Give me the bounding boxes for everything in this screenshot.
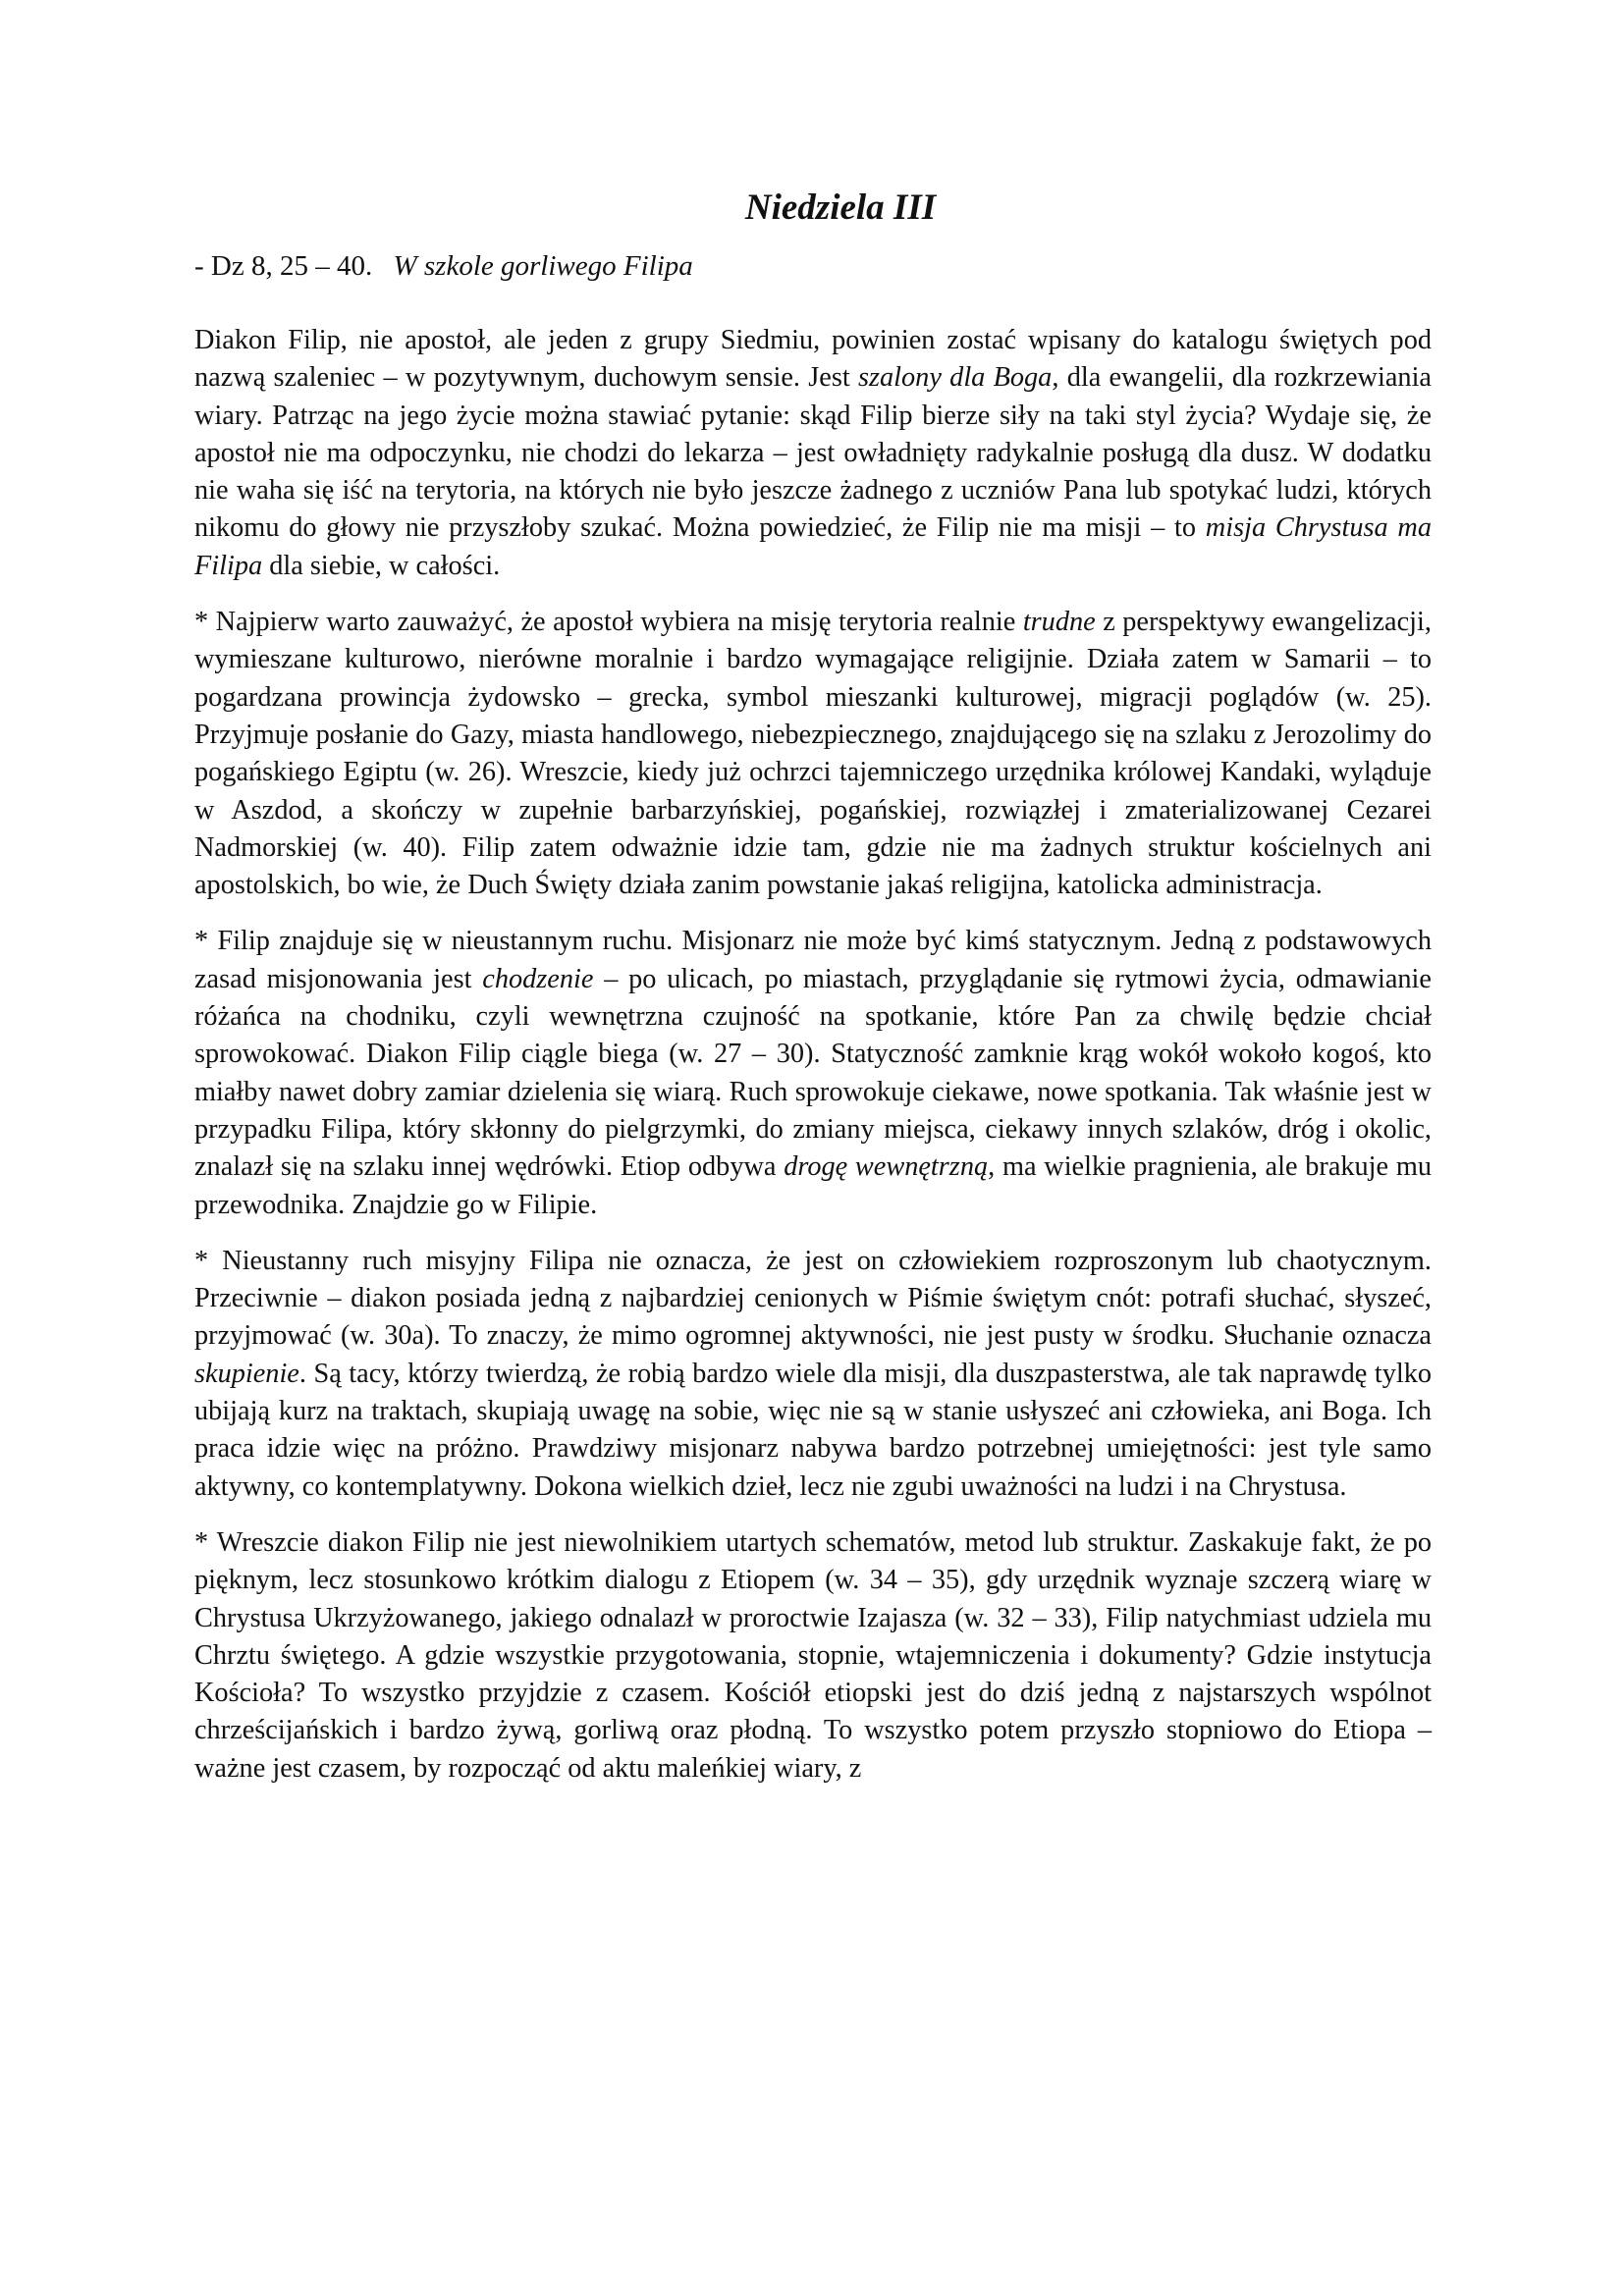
document-page bbox=[194, 187, 1432, 1806]
text-run: . Są tacy, którzy twierdzą, że robią bardzo wiele dla misji, dla duszpasterstwa, ale tak naprawdę tylko ubijają kurz na traktach, skupiają uwagę na sobie, więc nie są w stanie usłyszeć ani człowieka, ani Boga. Ich praca idzie więc na próżno. Prawdziwy misjonarz nabywa bardzo potrzebnej umiejętności: jest tyle samo aktywny, co kontemplatywny. Dokona wielkich dzieł, lecz nie zgubi uważności na ludzi i na Chrystusa. bbox=[194, 1358, 1432, 1502]
text-run: – po ulicach, po miastach, przyglądanie się rytmowi życia, odmawianie różańca na chodniku, czyli wewnętrzna czujność na spotkanie, które Pan za chwilę będzie chciał sprowokować. Diakon Filip ciągle biega (w. 27 – 30). Statyczność zamknie krąg wokół wokoło kogoś, kto miałby nawet dobry zamiar dzielenia się wiarą. Ruch sprowokuje ciekawe, nowe spotkania. Tak właśnie jest w przypadku Filipa, który skłonny do pielgrzymki, do zmiany miejsca, ciekawy innych szlaków, dróg i okolic, znalazł się na szlaku innej wędrówki. Etiop odbywa bbox=[194, 963, 1432, 1183]
paragraph bbox=[194, 322, 1432, 585]
italic-text-run: trudne bbox=[1022, 607, 1096, 638]
reading-ref: - Dz 8, 25 – 40. bbox=[194, 250, 373, 282]
reading-title: W szkole gorliwego Filipa bbox=[393, 250, 693, 282]
text-run: dla siebie, w całości. bbox=[262, 550, 501, 581]
paragraph bbox=[194, 923, 1432, 1223]
text-run: , ma wielkie pragnienia, ale brakuje mu przewodnika. Znajdzie go w Filipie. bbox=[194, 1151, 1433, 1220]
paragraph bbox=[194, 604, 1432, 904]
text-run: * Najpierw warto zauważyć, że apostoł wybiera na misję terytoria realnie bbox=[194, 607, 1023, 638]
italic-text-run: skupienie bbox=[194, 1358, 299, 1389]
paragraph bbox=[194, 1243, 1432, 1506]
italic-text-run: szalony dla Boga bbox=[858, 362, 1053, 394]
text-run: , dla ewangelii, dla rozkrzewiania wiary. Patrząc na jego życie można stawiać pytanie: skąd Filip bierze siły na taki styl życia? Wydaje się, że apostoł nie ma odpoczynku, nie chodzi do lekarza – jest owładnięty radykalnie posługą dla dusz. W dodatku nie waha się iść na terytoria, na których nie było jeszcze żadnego z uczniów Pana lub spotykać ludzi, których nikomu do głowy nie przyszłoby szukać. Można powiedzieć, że Filip nie ma misji – to bbox=[194, 362, 1432, 544]
body-text bbox=[194, 322, 1432, 1788]
italic-text-run: chodzenie bbox=[482, 963, 594, 994]
reading-reference bbox=[194, 247, 1432, 285]
text-run: Diakon Filip, nie apostoł, ale jeden z grupy Siedmiu, powinien zostać wpisany do katalogu świętych pod nazwą szaleniec – w pozytywnym, duchowym sensie. Jest bbox=[194, 325, 1432, 394]
italic-text-run: misja Chrystusa ma Filipa bbox=[194, 512, 1432, 581]
paragraph bbox=[194, 1524, 1432, 1788]
text-run: * Filip znajduje się w nieustannym ruchu. Misjonarz nie może być kimś statycznym. Jedną z podstawowych zasad misjonowania jest bbox=[194, 926, 1432, 994]
text-run: z perspektywy ewangelizacji, wymieszane kulturowo, nierówne moralnie i bardzo wymagające religijnie. Działa zatem w Samarii – to pogardzana prowincja żydowsko – grecka, symbol mieszanki kulturowej, migracji poglądów (w. 25). Przyjmuje posłanie do Gazy, miasta handlowego, niebezpiecznego, znajdującego się na szlaku z Jerozolimy do pogańskiego Egiptu (w. 26). Wreszcie, kiedy już ochrzci tajemniczego urzędnika królowej Kandaki, wyląduje w Aszdod, a skończy w zupełnie barbarzyńskiej, pogańskiej, rozwiązłej i zmaterializowanej Cezarei Nadmorskiej (w. 40). Filip zatem odważnie idzie tam, gdzie nie ma żadnych struktur kościelnych ani apostolskich, bo wie, że Duch Święty działa zanim powstanie jakaś religijna, katolicka administracja. bbox=[194, 607, 1432, 901]
text-run: * Wreszcie diakon Filip nie jest niewolnikiem utartych schematów, metod lub struktur. Zaskakuje fakt, że po pięknym, lecz stosunkowo krótkim dialogu z Etiopem (w. 34 – 35), gdy urzędnik wyznaje szczerą wiarę w Chrystusa Ukrzyżowanego, jakiego odnalazł w proroctwie Izajasza (w. 32 – 33), Filip natychmiast udziela mu Chrztu świętego. A gdzie wszystkie przygotowania, stopnie, wtajemniczenia i dokumenty? Gdzie instytucja Kościoła? To wszystko przyjdzie z czasem. Kościół etiopski jest do dziś jedną z najstarszych wspólnot chrześcijańskich i bardzo żywą, gorliwą oraz płodną. To wszystko potem przyszło stopniowo do Etiopa – ważne jest czasem, by rozpocząć od aktu maleńkiej wiary, z bbox=[194, 1526, 1432, 1784]
text-run: * Nieustanny ruch misyjny Filipa nie oznacza, że jest on człowiekiem rozproszonym lub chaotycznym. Przeciwnie – diakon posiada jedną z najbardziej cenionych w Piśmie świętym cnót: potrafi słuchać, słyszeć, przyjmować (w. 30a). To znaczy, że mimo ogromnej aktywności, nie jest pusty w środku. Słuchanie oznacza bbox=[194, 1245, 1432, 1352]
italic-text-run: drogę wewnętrzną bbox=[784, 1151, 989, 1183]
page-title: Niedziela III bbox=[744, 187, 937, 228]
